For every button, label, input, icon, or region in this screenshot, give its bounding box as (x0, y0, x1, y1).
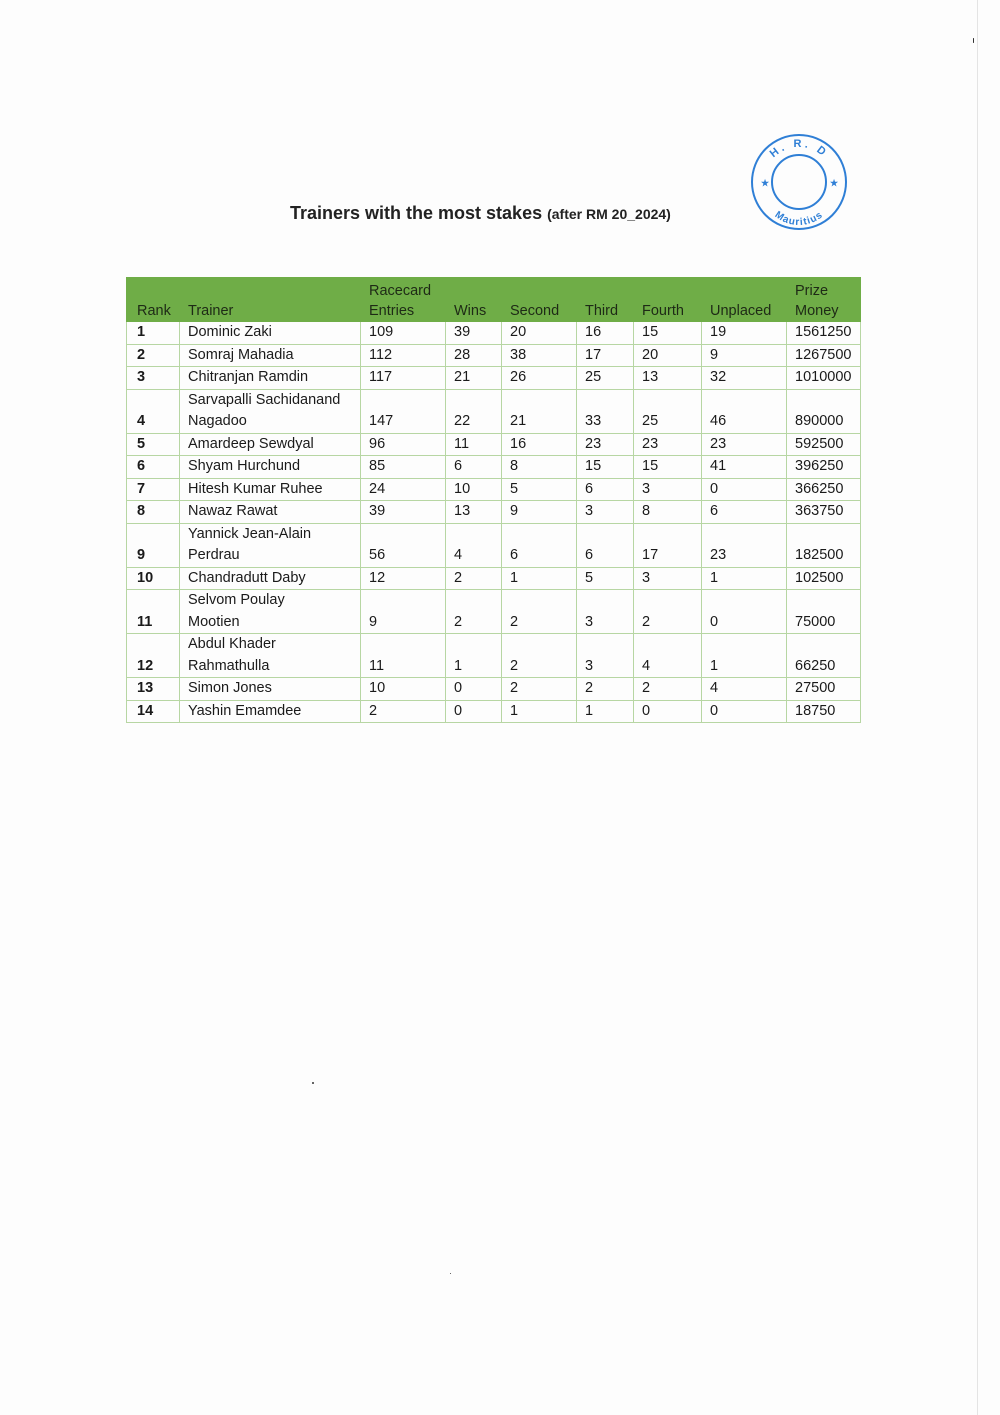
cell-third: 5 (577, 567, 634, 590)
cell-unplaced: 4 (702, 678, 787, 701)
cell-unplaced: 32 (702, 367, 787, 390)
table-row (127, 367, 861, 390)
table-row (127, 678, 861, 701)
cell-fourth: 25 (634, 389, 702, 433)
cell-wins: 6 (446, 456, 502, 479)
cell-wins: 13 (446, 501, 502, 524)
trainer-name-line: Hitesh Kumar Ruhee (188, 480, 323, 497)
cell-wins: 22 (446, 389, 502, 433)
page-title (290, 203, 671, 224)
cell-second: 21 (502, 389, 577, 433)
scan-speck (450, 1273, 451, 1274)
cell-rank: 4 (127, 389, 180, 433)
column-header-entries (361, 278, 446, 322)
cell-entries: 112 (361, 344, 446, 367)
cell-unplaced: 6 (702, 501, 787, 524)
cell-rank: 7 (127, 478, 180, 501)
column-header-line1: Prize (795, 283, 829, 299)
cell-prize: 66250 (787, 634, 861, 678)
column-header-line1 (454, 281, 501, 301)
cell-prize: 366250 (787, 478, 861, 501)
cell-second: 20 (502, 322, 577, 345)
cell-fourth: 4 (634, 634, 702, 678)
trainer-name-line: Rahmathulla (188, 657, 270, 674)
trainer-name-line: Abdul Khader (188, 636, 276, 652)
column-header-line1 (710, 281, 786, 301)
trainers-table (126, 277, 861, 723)
cell-third: 17 (577, 344, 634, 367)
cell-third: 3 (577, 501, 634, 524)
cell-entries: 11 (361, 634, 446, 678)
hrd-stamp (746, 132, 852, 232)
stamp-bottom-text: Mauritius (772, 209, 826, 229)
trainer-name-line: Shyam Hurchund (188, 458, 301, 474)
column-header-prize (787, 278, 861, 322)
cell-wins: 1 (446, 634, 502, 678)
cell-second: 6 (502, 523, 577, 567)
column-header-line1 (137, 281, 179, 301)
column-header-line2: Rank (137, 303, 171, 319)
cell-rank: 8 (127, 501, 180, 524)
cell-trainer (180, 322, 361, 345)
cell-unplaced: 9 (702, 344, 787, 367)
cell-rank: 6 (127, 456, 180, 479)
table-header-row (127, 278, 861, 322)
column-header-rank (127, 278, 180, 322)
cell-unplaced: 41 (702, 456, 787, 479)
cell-prize: 75000 (787, 590, 861, 634)
cell-rank: 2 (127, 344, 180, 367)
column-header-line1: Racecard (369, 283, 432, 299)
cell-entries: 24 (361, 478, 446, 501)
scan-speck (973, 38, 974, 43)
trainer-name-line: Mootien (188, 613, 240, 630)
cell-second: 2 (502, 634, 577, 678)
cell-trainer (180, 433, 361, 456)
cell-trainer (180, 523, 361, 567)
cell-second: 38 (502, 344, 577, 367)
cell-third: 1 (577, 700, 634, 723)
table-row (127, 478, 861, 501)
cell-unplaced: 23 (702, 523, 787, 567)
table-row (127, 700, 861, 723)
cell-third: 15 (577, 456, 634, 479)
cell-fourth: 0 (634, 700, 702, 723)
cell-fourth: 20 (634, 344, 702, 367)
cell-entries: 109 (361, 322, 446, 345)
column-header-trainer (180, 278, 361, 322)
cell-third: 16 (577, 322, 634, 345)
cell-entries: 117 (361, 367, 446, 390)
cell-third: 3 (577, 634, 634, 678)
table-row (127, 634, 861, 678)
table-row (127, 590, 861, 634)
cell-entries: 10 (361, 678, 446, 701)
cell-third: 2 (577, 678, 634, 701)
cell-wins: 2 (446, 567, 502, 590)
cell-fourth: 13 (634, 367, 702, 390)
cell-rank: 9 (127, 523, 180, 567)
column-header-fourth (634, 278, 702, 322)
cell-rank: 12 (127, 634, 180, 678)
cell-second: 5 (502, 478, 577, 501)
cell-trainer (180, 456, 361, 479)
cell-fourth: 3 (634, 478, 702, 501)
cell-second: 1 (502, 567, 577, 590)
trainer-name-line: Nawaz Rawat (188, 503, 278, 519)
cell-second: 2 (502, 590, 577, 634)
cell-third: 25 (577, 367, 634, 390)
stamp-top-text: H. R. D (767, 138, 831, 161)
cell-rank: 10 (127, 567, 180, 590)
cell-third: 23 (577, 433, 634, 456)
cell-fourth: 2 (634, 590, 702, 634)
trainer-name-line: Amardeep Sewdyal (188, 435, 314, 452)
cell-unplaced: 0 (702, 590, 787, 634)
cell-trainer (180, 367, 361, 390)
cell-unplaced: 23 (702, 433, 787, 456)
cell-fourth: 15 (634, 322, 702, 345)
table-row (127, 433, 861, 456)
cell-rank: 1 (127, 322, 180, 345)
cell-second: 16 (502, 433, 577, 456)
cell-unplaced: 46 (702, 389, 787, 433)
column-header-line1 (510, 281, 576, 301)
trainer-name-line: Sarvapalli Sachidanand (188, 391, 341, 408)
trainer-name-line: Dominic Zaki (188, 324, 272, 340)
cell-entries: 9 (361, 590, 446, 634)
cell-unplaced: 0 (702, 700, 787, 723)
cell-prize: 890000 (787, 389, 861, 433)
cell-rank: 11 (127, 590, 180, 634)
cell-entries: 39 (361, 501, 446, 524)
cell-entries: 12 (361, 567, 446, 590)
cell-second: 9 (502, 501, 577, 524)
cell-rank: 14 (127, 700, 180, 723)
column-header-line2: Third (585, 303, 619, 319)
title-main: Trainers with the most stakes (290, 203, 543, 223)
cell-third: 6 (577, 478, 634, 501)
trainer-name-line: Simon Jones (188, 680, 272, 696)
cell-fourth: 3 (634, 567, 702, 590)
cell-prize: 182500 (787, 523, 861, 567)
cell-trainer (180, 501, 361, 524)
column-header-line2: Wins (454, 303, 487, 319)
column-header-line2: Entries (369, 303, 415, 319)
cell-trainer (180, 590, 361, 634)
column-header-line2: Second (510, 303, 560, 319)
cell-trainer (180, 478, 361, 501)
cell-wins: 2 (446, 590, 502, 634)
trainer-name-line: Chandradutt Daby (188, 569, 306, 586)
cell-trainer (180, 700, 361, 723)
column-header-third (577, 278, 634, 322)
cell-wins: 21 (446, 367, 502, 390)
column-header-line1 (642, 281, 701, 301)
cell-wins: 39 (446, 322, 502, 345)
cell-trainer (180, 567, 361, 590)
cell-second: 8 (502, 456, 577, 479)
column-header-line2: Trainer (188, 303, 234, 319)
column-header-line2: Unplaced (710, 303, 772, 319)
table-body (127, 322, 861, 723)
cell-prize: 1267500 (787, 344, 861, 367)
cell-trainer (180, 389, 361, 433)
cell-prize: 1561250 (787, 322, 861, 345)
title-subtitle: (after RM 20_2024) (547, 206, 671, 222)
trainer-name-line: Selvom Poulay (188, 592, 285, 608)
cell-third: 3 (577, 590, 634, 634)
scan-speck (312, 1082, 314, 1084)
cell-unplaced: 19 (702, 322, 787, 345)
cell-wins: 28 (446, 344, 502, 367)
cell-prize: 363750 (787, 501, 861, 524)
cell-unplaced: 1 (702, 567, 787, 590)
cell-prize: 102500 (787, 567, 861, 590)
table-row (127, 389, 861, 433)
cell-rank: 13 (127, 678, 180, 701)
column-header-second (502, 278, 577, 322)
stamp-star-right: ★ (830, 178, 839, 188)
trainer-name-line: Somraj Mahadia (188, 346, 294, 363)
trainer-name-line: Yannick Jean-Alain (188, 525, 312, 542)
column-header-line2: Fourth (642, 303, 684, 319)
trainer-name-line: Perdrau (188, 547, 240, 563)
cell-unplaced: 1 (702, 634, 787, 678)
column-header-line1 (585, 281, 633, 301)
table-row (127, 456, 861, 479)
column-header-line1 (188, 281, 360, 301)
cell-wins: 0 (446, 700, 502, 723)
cell-entries: 96 (361, 433, 446, 456)
cell-prize: 396250 (787, 456, 861, 479)
cell-third: 6 (577, 523, 634, 567)
cell-fourth: 2 (634, 678, 702, 701)
column-header-unplaced (702, 278, 787, 322)
cell-prize: 18750 (787, 700, 861, 723)
trainer-name-line: Nagadoo (188, 413, 247, 429)
cell-entries: 85 (361, 456, 446, 479)
table-row (127, 567, 861, 590)
cell-trainer (180, 678, 361, 701)
cell-entries: 56 (361, 523, 446, 567)
table-row (127, 344, 861, 367)
trainer-name-line: Yashin Emamdee (188, 702, 302, 719)
cell-trainer (180, 344, 361, 367)
cell-prize: 27500 (787, 678, 861, 701)
cell-second: 1 (502, 700, 577, 723)
cell-unplaced: 0 (702, 478, 787, 501)
scan-edge-line (977, 0, 978, 1415)
cell-fourth: 17 (634, 523, 702, 567)
cell-second: 2 (502, 678, 577, 701)
cell-prize: 1010000 (787, 367, 861, 390)
cell-fourth: 15 (634, 456, 702, 479)
cell-wins: 10 (446, 478, 502, 501)
cell-wins: 4 (446, 523, 502, 567)
cell-rank: 3 (127, 367, 180, 390)
cell-entries: 147 (361, 389, 446, 433)
cell-fourth: 8 (634, 501, 702, 524)
cell-third: 33 (577, 389, 634, 433)
trainer-name-line: Chitranjan Ramdin (188, 369, 309, 385)
cell-entries: 2 (361, 700, 446, 723)
cell-second: 26 (502, 367, 577, 390)
column-header-line2: Money (795, 303, 839, 319)
cell-fourth: 23 (634, 433, 702, 456)
stamp-star-left: ★ (761, 178, 770, 188)
cell-wins: 11 (446, 433, 502, 456)
cell-rank: 5 (127, 433, 180, 456)
table-row (127, 322, 861, 345)
table-row (127, 501, 861, 524)
cell-prize: 592500 (787, 433, 861, 456)
table-row (127, 523, 861, 567)
cell-wins: 0 (446, 678, 502, 701)
column-header-wins (446, 278, 502, 322)
cell-trainer (180, 634, 361, 678)
